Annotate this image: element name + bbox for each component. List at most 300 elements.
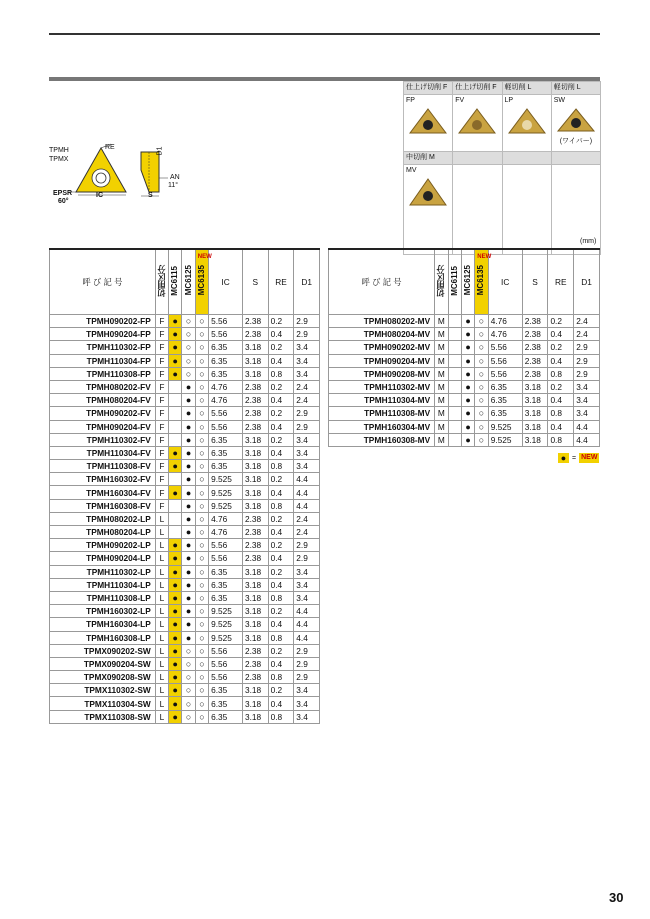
cell-class: F <box>155 407 168 420</box>
cell-ic: 6.35 <box>209 697 243 710</box>
cb-head-finishing: 仕上げ切削 F <box>404 82 453 95</box>
cell-name: TPMH110304-LP <box>50 578 156 591</box>
cell-class: F <box>155 499 168 512</box>
cell-mc6115 <box>169 499 182 512</box>
table-row <box>50 473 320 486</box>
right-insert-table <box>328 248 600 447</box>
table-row <box>50 552 320 565</box>
cell-mc6135: ○ <box>195 644 208 657</box>
cell-s: 3.18 <box>242 354 268 367</box>
cell-s: 3.18 <box>242 433 268 446</box>
cell-re: 0.4 <box>268 394 294 407</box>
cell-class: M <box>435 341 448 354</box>
cell-d1: 2.4 <box>574 315 600 328</box>
cell-mc6125: ● <box>461 394 474 407</box>
cell-d1: 3.4 <box>294 710 320 723</box>
cell-mc6115 <box>169 420 182 433</box>
cell-ic: 9.525 <box>209 499 243 512</box>
table-row <box>50 512 320 525</box>
cell-mc6135: ○ <box>475 394 488 407</box>
table-row <box>50 407 320 420</box>
table-row <box>329 407 600 420</box>
cell-mc6115 <box>448 315 461 328</box>
cell-mc6125: ● <box>182 433 195 446</box>
cell-d1: 2.9 <box>574 354 600 367</box>
cell-re: 0.4 <box>268 420 294 433</box>
cb-img-lp <box>502 106 551 152</box>
cell-name: TPMX110302-SW <box>50 684 156 697</box>
table-row <box>50 486 320 499</box>
chipbreaker-grid <box>403 81 601 255</box>
cell-mc6125: ● <box>182 526 195 539</box>
cell-mc6135: ○ <box>195 526 208 539</box>
cell-name: TPMH110302-MV <box>329 380 435 393</box>
cell-d1: 2.9 <box>294 657 320 670</box>
cell-mc6125: ○ <box>182 697 195 710</box>
cell-name: TPMH160304-FV <box>50 486 156 499</box>
cell-mc6125: ○ <box>182 367 195 380</box>
cell-re: 0.8 <box>268 499 294 512</box>
cell-re: 0.2 <box>268 315 294 328</box>
cell-mc6125: ● <box>461 380 474 393</box>
cell-mc6135: ○ <box>195 433 208 446</box>
insert-fv-image <box>455 106 499 136</box>
table-row <box>50 380 320 393</box>
cell-class: L <box>155 644 168 657</box>
cell-mc6115: ● <box>169 539 182 552</box>
cell-ic: 6.35 <box>209 591 243 604</box>
cell-re: 0.8 <box>548 367 574 380</box>
cell-s: 2.38 <box>242 315 268 328</box>
table-row <box>50 526 320 539</box>
cell-d1: 4.4 <box>294 486 320 499</box>
cell-ic: 5.56 <box>488 341 522 354</box>
cell-re: 0.8 <box>268 631 294 644</box>
cell-class: L <box>155 539 168 552</box>
cell-re: 0.2 <box>268 407 294 420</box>
table-row <box>50 315 320 328</box>
cell-class: L <box>155 684 168 697</box>
cell-mc6125: ● <box>182 486 195 499</box>
cell-s: 2.38 <box>522 367 548 380</box>
cell-s: 2.38 <box>242 539 268 552</box>
cell-mc6125: ● <box>461 315 474 328</box>
legend-dot: ● <box>558 453 569 463</box>
cell-d1: 4.4 <box>294 605 320 618</box>
legend-eq: = <box>572 454 577 462</box>
cb-head-medium: 中切削 M <box>404 152 453 165</box>
cell-mc6115: ● <box>169 644 182 657</box>
cell-d1: 3.4 <box>294 578 320 591</box>
cell-name: TPMH080204-MV <box>329 328 435 341</box>
cell-mc6125: ● <box>182 578 195 591</box>
cell-re: 0.2 <box>548 380 574 393</box>
cell-mc6115 <box>448 407 461 420</box>
cell-name: TPMH080202-LP <box>50 512 156 525</box>
cell-mc6135: ○ <box>195 657 208 670</box>
cell-class: M <box>435 420 448 433</box>
cell-name: TPMX110308-SW <box>50 710 156 723</box>
cell-class: M <box>435 394 448 407</box>
cell-mc6135: ○ <box>195 697 208 710</box>
cell-d1: 3.4 <box>574 407 600 420</box>
cell-class: M <box>435 354 448 367</box>
cell-class: L <box>155 710 168 723</box>
cell-mc6125: ● <box>182 539 195 552</box>
cell-d1: 2.9 <box>294 539 320 552</box>
table-row <box>329 420 600 433</box>
cell-s: 2.38 <box>242 671 268 684</box>
series-label-tpmh: TPMH <box>49 147 69 154</box>
label-an: AN <box>170 174 180 181</box>
cell-class: L <box>155 631 168 644</box>
cell-mc6125: ● <box>182 460 195 473</box>
cb-code-sw: SW <box>551 95 600 107</box>
table-row <box>50 367 320 380</box>
cell-s: 3.18 <box>242 684 268 697</box>
table-row <box>50 565 320 578</box>
header-name: 呼 び 記 号 <box>50 249 156 315</box>
table-row <box>50 605 320 618</box>
cell-re: 0.4 <box>268 578 294 591</box>
cell-mc6135: ○ <box>475 315 488 328</box>
cell-re: 0.2 <box>268 644 294 657</box>
wiper-note: (ワイパー) <box>559 138 593 145</box>
cell-d1: 2.4 <box>294 526 320 539</box>
cell-s: 3.18 <box>242 618 268 631</box>
cell-ic: 5.56 <box>209 315 243 328</box>
header-mc6135: NEW MC6135 <box>195 249 208 315</box>
label-epsr: EPSR <box>53 190 73 197</box>
cell-name: TPMH160308-LP <box>50 631 156 644</box>
cell-mc6135: ○ <box>195 341 208 354</box>
cell-d1: 4.4 <box>294 631 320 644</box>
cell-mc6115: ● <box>169 565 182 578</box>
cell-s: 2.38 <box>242 657 268 670</box>
cell-d1: 2.9 <box>294 552 320 565</box>
cell-class: F <box>155 446 168 459</box>
cell-ic: 9.525 <box>209 631 243 644</box>
cell-class: F <box>155 473 168 486</box>
header-d1: D1 <box>574 249 600 315</box>
cell-ic: 9.525 <box>209 473 243 486</box>
cell-d1: 2.9 <box>294 315 320 328</box>
table-row <box>50 697 320 710</box>
cell-ic: 9.525 <box>488 420 522 433</box>
cell-name: TPMH090202-FV <box>50 407 156 420</box>
cell-mc6135: ○ <box>195 315 208 328</box>
insert-mv-image <box>406 176 450 210</box>
cell-s: 2.38 <box>242 407 268 420</box>
label-s: S <box>148 192 153 199</box>
cell-name: TPMH160308-FV <box>50 499 156 512</box>
cell-d1: 2.9 <box>294 671 320 684</box>
cell-mc6125: ● <box>182 605 195 618</box>
cell-ic: 4.76 <box>209 394 243 407</box>
label-d1: D1 <box>156 146 164 156</box>
cell-s: 3.18 <box>242 565 268 578</box>
cell-mc6115: ● <box>169 684 182 697</box>
cell-name: TPMH090208-MV <box>329 367 435 380</box>
table-row <box>50 499 320 512</box>
cell-name: TPMX090204-SW <box>50 657 156 670</box>
cell-s: 3.18 <box>242 697 268 710</box>
cell-s: 3.18 <box>242 631 268 644</box>
cell-d1: 3.4 <box>294 446 320 459</box>
cell-ic: 4.76 <box>209 526 243 539</box>
cell-mc6135: ○ <box>195 618 208 631</box>
cell-class: L <box>155 657 168 670</box>
cell-name: TPMH160304-LP <box>50 618 156 631</box>
cell-s: 2.38 <box>522 341 548 354</box>
cell-name: TPMH160304-MV <box>329 420 435 433</box>
cell-class: L <box>155 671 168 684</box>
cb-img-sw <box>551 106 600 152</box>
cell-s: 2.38 <box>522 315 548 328</box>
cell-name: TPMH090204-LP <box>50 552 156 565</box>
cell-ic: 5.56 <box>209 657 243 670</box>
unit-label: (mm) <box>580 238 597 245</box>
cell-mc6135: ○ <box>195 460 208 473</box>
cell-re: 0.4 <box>268 354 294 367</box>
cell-mc6135: ○ <box>195 578 208 591</box>
table-row <box>50 539 320 552</box>
cell-mc6135: ○ <box>195 512 208 525</box>
table-row <box>50 460 320 473</box>
cell-mc6135: ○ <box>195 367 208 380</box>
table-row <box>329 315 600 328</box>
cell-mc6135: ○ <box>195 486 208 499</box>
cell-re: 0.8 <box>548 433 574 446</box>
table-row <box>329 380 600 393</box>
cell-class: F <box>155 486 168 499</box>
cell-ic: 6.35 <box>488 394 522 407</box>
cell-class: L <box>155 605 168 618</box>
cell-ic: 5.56 <box>209 420 243 433</box>
cell-class: L <box>155 618 168 631</box>
cell-d1: 3.4 <box>574 380 600 393</box>
table-row <box>329 433 600 446</box>
cell-re: 0.4 <box>548 328 574 341</box>
cell-s: 3.18 <box>242 367 268 380</box>
cell-name: TPMH080204-LP <box>50 526 156 539</box>
insert-fp-image <box>406 106 450 136</box>
cell-ic: 6.35 <box>209 341 243 354</box>
table-row <box>329 328 600 341</box>
cell-name: TPMH090202-FP <box>50 315 156 328</box>
cell-ic: 6.35 <box>209 354 243 367</box>
cell-name: TPMH110304-FP <box>50 354 156 367</box>
cell-mc6125: ○ <box>182 341 195 354</box>
cell-mc6135: ○ <box>195 380 208 393</box>
cell-re: 0.2 <box>548 341 574 354</box>
cell-class: F <box>155 341 168 354</box>
table-row <box>50 644 320 657</box>
cell-name: TPMH160302-FV <box>50 473 156 486</box>
cell-mc6125: ● <box>461 433 474 446</box>
cell-mc6115 <box>448 433 461 446</box>
header-s: S <box>522 249 548 315</box>
header-s: S <box>242 249 268 315</box>
cell-name: TPMH090202-LP <box>50 539 156 552</box>
cell-re: 0.2 <box>548 315 574 328</box>
cell-s: 3.18 <box>522 380 548 393</box>
cell-mc6115 <box>169 473 182 486</box>
cell-mc6135: ○ <box>195 446 208 459</box>
cell-s: 2.38 <box>242 644 268 657</box>
cell-d1: 4.4 <box>294 473 320 486</box>
cell-mc6115: ● <box>169 591 182 604</box>
cell-d1: 3.4 <box>294 460 320 473</box>
cell-mc6135: ○ <box>195 394 208 407</box>
header-mc6115: MC6115 <box>448 249 461 315</box>
cb-code-mv: MV <box>404 165 453 177</box>
cell-s: 2.38 <box>522 354 548 367</box>
cell-ic: 5.56 <box>209 644 243 657</box>
cell-s: 3.18 <box>242 341 268 354</box>
header-mc6125: MC6125 <box>182 249 195 315</box>
cell-mc6115 <box>448 394 461 407</box>
series-label-tpmx: TPMX <box>49 156 69 163</box>
cell-re: 0.8 <box>268 367 294 380</box>
cell-mc6135: ○ <box>195 684 208 697</box>
cell-re: 0.2 <box>268 512 294 525</box>
cell-mc6115: ● <box>169 578 182 591</box>
cell-re: 0.2 <box>268 539 294 552</box>
cell-class: F <box>155 420 168 433</box>
cell-ic: 6.35 <box>209 446 243 459</box>
cell-re: 0.2 <box>268 380 294 393</box>
page-number: 30 <box>609 890 624 905</box>
cell-mc6135: ○ <box>475 407 488 420</box>
cell-mc6115: ● <box>169 354 182 367</box>
cell-re: 0.4 <box>268 657 294 670</box>
cell-ic: 5.56 <box>209 328 243 341</box>
cell-mc6115: ● <box>169 618 182 631</box>
table-row <box>50 328 320 341</box>
cell-mc6125: ● <box>461 354 474 367</box>
cell-mc6135: ○ <box>475 367 488 380</box>
header-re: RE <box>268 249 294 315</box>
cell-re: 0.4 <box>268 446 294 459</box>
cell-re: 0.4 <box>268 552 294 565</box>
cell-d1: 2.9 <box>294 420 320 433</box>
cell-mc6135: ○ <box>475 380 488 393</box>
cell-mc6115: ● <box>169 710 182 723</box>
cell-d1: 2.9 <box>294 407 320 420</box>
cell-class: M <box>435 433 448 446</box>
cell-s: 2.38 <box>242 526 268 539</box>
cb-img-mv <box>404 176 453 255</box>
cell-mc6115: ● <box>169 460 182 473</box>
cb-img-fv <box>453 106 502 152</box>
cell-mc6135: ○ <box>195 328 208 341</box>
cell-mc6135: ○ <box>195 552 208 565</box>
cell-d1: 3.4 <box>294 367 320 380</box>
cell-ic: 5.56 <box>488 367 522 380</box>
table-row <box>50 671 320 684</box>
cell-s: 3.18 <box>522 420 548 433</box>
cell-re: 0.4 <box>268 697 294 710</box>
cell-ic: 9.525 <box>209 605 243 618</box>
table-row <box>329 354 600 367</box>
cell-name: TPMX090208-SW <box>50 671 156 684</box>
table-row <box>50 354 320 367</box>
cell-class: F <box>155 315 168 328</box>
header-mc6125: MC6125 <box>461 249 474 315</box>
cb-code-lp: LP <box>502 95 551 107</box>
label-an-angle: 11° <box>168 182 179 189</box>
cb-code-fv: FV <box>453 95 502 107</box>
cell-mc6125: ● <box>182 394 195 407</box>
cell-re: 0.4 <box>548 394 574 407</box>
cell-mc6135: ○ <box>195 420 208 433</box>
cell-s: 3.18 <box>242 605 268 618</box>
cell-mc6115 <box>448 367 461 380</box>
cell-name: TPMX090202-SW <box>50 644 156 657</box>
table-row <box>50 578 320 591</box>
cell-re: 0.8 <box>548 407 574 420</box>
table-row <box>50 446 320 459</box>
cell-class: L <box>155 512 168 525</box>
cell-name: TPMH090204-FV <box>50 420 156 433</box>
cell-d1: 3.4 <box>574 394 600 407</box>
cell-mc6115 <box>448 354 461 367</box>
cell-d1: 3.4 <box>294 591 320 604</box>
cell-name: TPMH110308-MV <box>329 407 435 420</box>
cell-mc6125: ● <box>182 565 195 578</box>
cell-s: 3.18 <box>242 591 268 604</box>
cell-d1: 2.9 <box>574 367 600 380</box>
cb-head-finishing-2: 仕上げ切削 F <box>453 82 502 95</box>
cell-ic: 5.56 <box>488 354 522 367</box>
cell-mc6125: ● <box>182 631 195 644</box>
cell-class: F <box>155 328 168 341</box>
cell-name: TPMH090204-FP <box>50 328 156 341</box>
cell-ic: 4.76 <box>209 380 243 393</box>
cell-s: 3.18 <box>242 446 268 459</box>
cell-re: 0.2 <box>268 433 294 446</box>
cb-head-light-2: 軽切削 L <box>551 82 600 95</box>
cell-mc6125: ● <box>461 341 474 354</box>
cell-mc6135: ○ <box>195 354 208 367</box>
cell-ic: 4.76 <box>488 328 522 341</box>
cell-re: 0.4 <box>548 354 574 367</box>
cell-re: 0.2 <box>268 565 294 578</box>
cell-d1: 3.4 <box>294 697 320 710</box>
cell-mc6135: ○ <box>475 341 488 354</box>
cell-ic: 6.35 <box>209 367 243 380</box>
cell-name: TPMH110302-FV <box>50 433 156 446</box>
cell-ic: 9.525 <box>488 433 522 446</box>
cell-s: 2.38 <box>242 420 268 433</box>
cell-mc6115: ● <box>169 367 182 380</box>
cell-class: L <box>155 697 168 710</box>
cell-mc6135: ○ <box>195 605 208 618</box>
cell-mc6125: ● <box>182 591 195 604</box>
cell-class: M <box>435 407 448 420</box>
cell-d1: 3.4 <box>294 565 320 578</box>
cell-re: 0.8 <box>268 591 294 604</box>
cell-d1: 3.4 <box>294 354 320 367</box>
header-name: 呼 び 記 号 <box>329 249 435 315</box>
cell-mc6125: ● <box>182 473 195 486</box>
legend <box>558 453 599 463</box>
cell-name: TPMH160308-MV <box>329 433 435 446</box>
cell-mc6115: ● <box>169 657 182 670</box>
cell-mc6115 <box>448 380 461 393</box>
header-d1: D1 <box>294 249 320 315</box>
